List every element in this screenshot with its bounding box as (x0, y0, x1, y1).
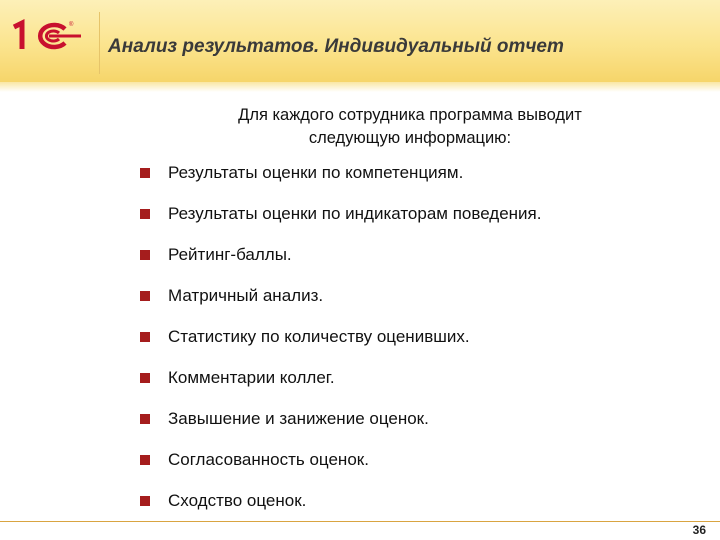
list-item (140, 162, 541, 203)
list-item (140, 285, 541, 326)
header-fade (0, 82, 720, 92)
header-divider (99, 12, 100, 74)
list-item (140, 449, 541, 490)
square-bullet-icon (140, 250, 150, 260)
footer-line (0, 521, 720, 522)
square-bullet-icon (140, 455, 150, 465)
logo-text: 1С (11, 18, 13, 19)
list-item-text: Комментарии коллег. (168, 368, 335, 387)
square-bullet-icon (140, 332, 150, 342)
1c-logo (11, 18, 83, 54)
list-item (140, 408, 541, 449)
list-item (140, 244, 541, 285)
list-item (140, 367, 541, 408)
intro-line-2: следующую информацию: (308, 129, 512, 147)
list-item-text: Результаты оценки по индикаторам поведения. (168, 204, 542, 223)
svg-text:®: ® (69, 22, 74, 28)
square-bullet-icon (140, 496, 150, 506)
info-list (140, 162, 541, 531)
list-item-text: Завышение и занижение оценок. (168, 409, 429, 428)
list-item (140, 203, 541, 244)
square-bullet-icon (140, 414, 150, 424)
page-number: 36 (692, 523, 706, 537)
square-bullet-icon (140, 209, 150, 219)
square-bullet-icon (140, 373, 150, 383)
list-item-text: Матричный анализ. (168, 286, 324, 305)
list-item-text: Рейтинг-баллы. (168, 245, 292, 264)
list-item-text: Результаты оценки по компетенциям. (168, 163, 464, 182)
intro-line-1: Для каждого сотрудника программа выводит (238, 106, 582, 124)
intro-text (190, 104, 630, 150)
list-item (140, 490, 541, 531)
list-item (140, 326, 541, 367)
square-bullet-icon (140, 291, 150, 301)
page-title: Анализ результатов. Индивидуальный отчет (108, 36, 564, 57)
square-bullet-icon (140, 168, 150, 178)
list-item-text: Сходство оценок. (168, 491, 307, 510)
list-item-text: Статистику по количеству оценивших. (168, 327, 470, 346)
list-item-text: Согласованность оценок. (168, 450, 369, 469)
